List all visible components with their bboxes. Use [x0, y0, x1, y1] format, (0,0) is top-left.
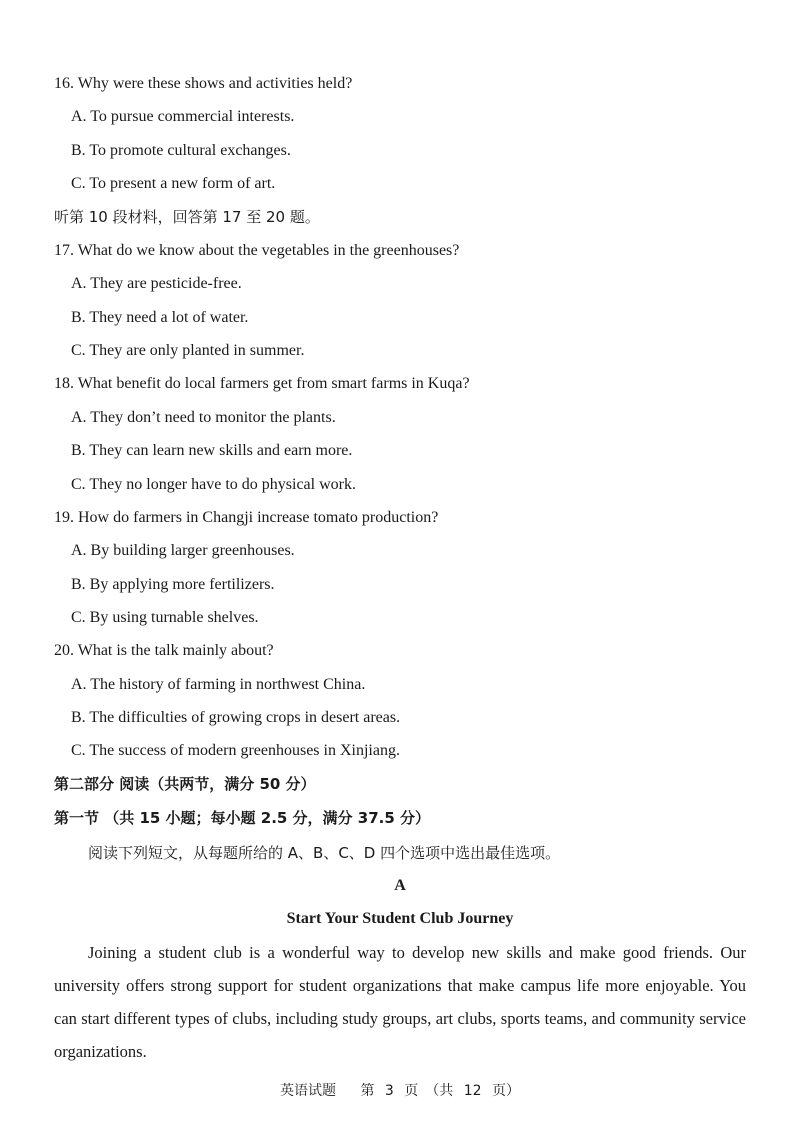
question-20-option-c: C. The success of modern greenhouses in Xinjiang.: [71, 742, 400, 759]
question-16-option-c: C. To present a new form of art.: [71, 175, 276, 192]
listening-instruction: 听第 10 段材料，回答第 17 至 20 题。: [54, 208, 320, 226]
question-16-stem: 16. Why were these shows and activities held?: [54, 75, 353, 92]
question-17-stem: 17. What do we know about the vegetables in the greenhouses?: [54, 242, 460, 259]
passage-letter: A: [394, 877, 406, 894]
page-footer: 英语试题 第 3 页 （共 12 页）: [280, 1083, 520, 1099]
question-20-stem: 20. What is the talk mainly about?: [54, 642, 274, 659]
question-19-option-c: C. By using turnable shelves.: [71, 609, 259, 626]
question-18-option-c: C. They no longer have to do physical work.: [71, 476, 356, 493]
question-18-stem: 18. What benefit do local farmers get from smart farms in Kuqa?: [54, 375, 470, 392]
question-20-option-b: B. The difficulties of growing crops in desert areas.: [71, 709, 401, 726]
question-17-option-b: B. They need a lot of water.: [71, 309, 249, 326]
passage-title: Start Your Student Club Journey: [286, 910, 514, 927]
question-19-option-b: B. By applying more fertilizers.: [71, 576, 275, 593]
question-16-option-b: B. To promote cultural exchanges.: [71, 142, 291, 159]
question-17-option-c: C. They are only planted in summer.: [71, 342, 305, 359]
reading-instruction: 阅读下列短文，从每题所给的 A、B、C、D 四个选项中选出最佳选项。: [88, 844, 561, 862]
section1-heading: 第一节 （共 15 小题；每小题 2.5 分，满分 37.5 分）: [54, 809, 431, 827]
question-19-option-a: A. By building larger greenhouses.: [71, 542, 295, 559]
question-20-option-a: A. The history of farming in northwest China.: [71, 676, 366, 693]
question-18-option-b: B. They can learn new skills and earn more.: [71, 442, 353, 459]
question-17-option-a: A. They are pesticide-free.: [71, 275, 242, 292]
question-19-stem: 19. How do farmers in Changji increase tomato production?: [54, 509, 439, 526]
passage-paragraph: Joining a student club is a wonderful way to develop new skills and make good friends. Our university offers strong support for student organizations that make campus life more enjoyable. You can start different types of clubs, including study groups, art clubs, sports teams, and community service organizations.: [54, 943, 746, 1061]
part2-heading: 第二部分 阅读（共两节，满分 50 分）: [54, 775, 316, 793]
question-16-option-a: A. To pursue commercial interests.: [71, 108, 295, 125]
question-18-option-a: A. They don’t need to monitor the plants.: [71, 409, 336, 426]
